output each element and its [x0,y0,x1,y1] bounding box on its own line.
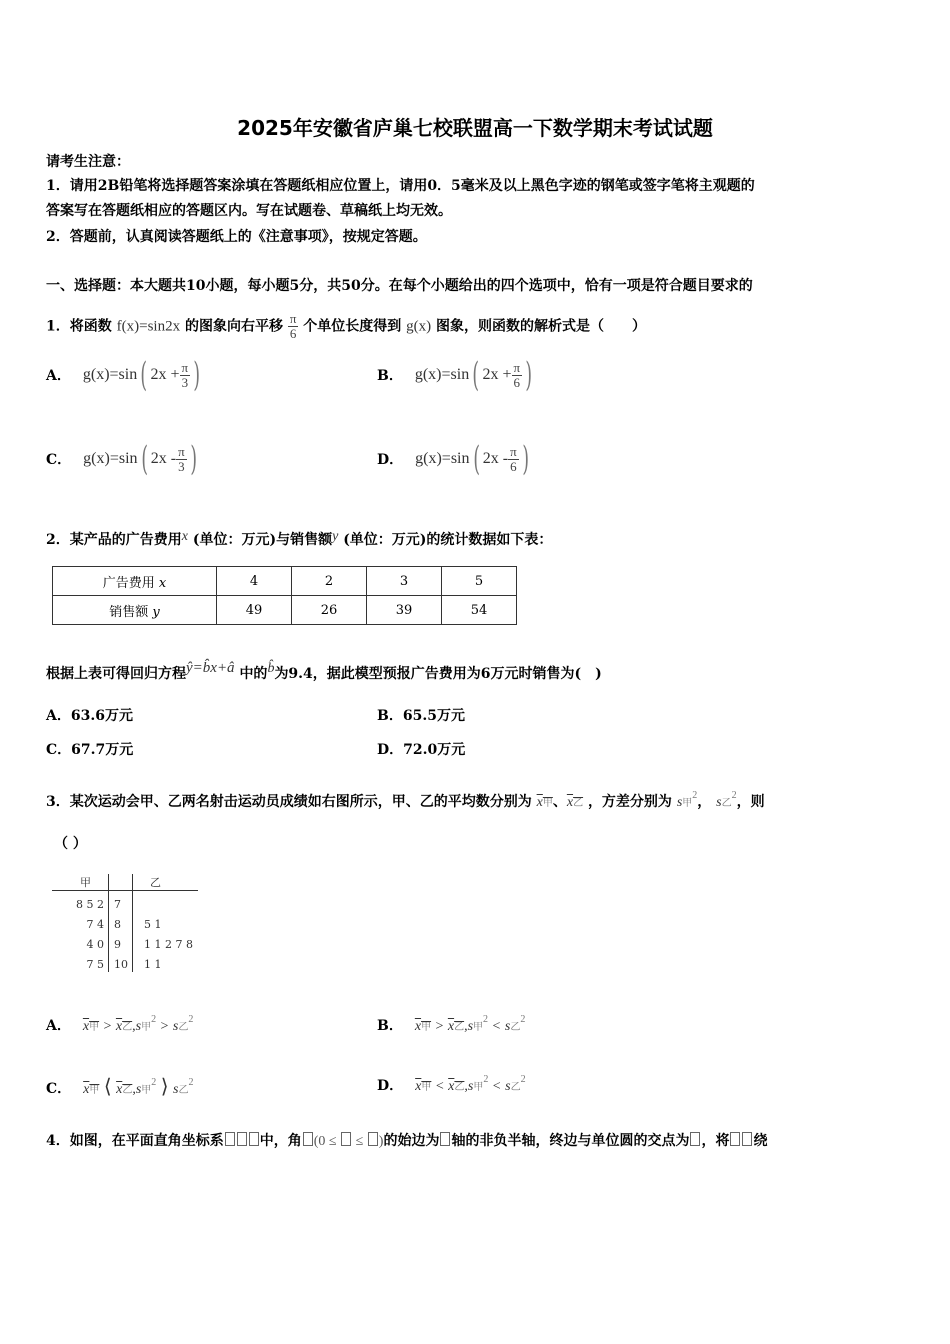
stem-right-leaves: 5 1 [144,918,162,931]
stem-left-leaves: 4 0 [86,938,104,951]
q3-option-c[interactable]: C． x甲 ⟨ x乙,s甲$^2$ ⟩ s乙$^2$ [46,1076,194,1098]
table-cell: 49 [217,596,292,625]
table-cell: 4 [217,567,292,596]
q1-option-a[interactable]: A． g(x)=sin( 2x + $\frac{\pi}{3}$ ) [46,355,201,395]
stem-left-leaves: 8 5 2 [76,898,104,911]
q1-mid: 的图象向右平移 [184,318,283,335]
stem-value: 8 [114,918,121,931]
option-label: A． [46,368,71,384]
table-cell: 26 [292,596,367,625]
q3-option-d[interactable]: D． x甲 < x乙,s甲$^2$ < s乙$^2$ [377,1074,526,1094]
q2-option-d[interactable]: D．72.0万元 [377,742,466,758]
mean-yi: x乙 [566,795,584,810]
data-table [52,566,517,625]
q3-option-a[interactable]: A． x甲 > x乙,s甲$^2$ > s乙$^2$ [46,1014,194,1034]
stem-header-left: 甲 [80,876,91,889]
table-cell: 销售额 y [53,596,217,625]
stem-value: 9 [114,938,121,951]
question-1 [46,312,646,341]
stem-left-leaves: 7 4 [86,918,104,931]
notice-heading: 请考生注意： [46,154,130,170]
stem-vline-1 [108,874,109,972]
stem-value: 7 [114,898,121,911]
stem-hline [52,890,198,891]
table-cell: 3 [367,567,442,596]
table-cell: 54 [442,596,517,625]
question-4: 4．如图，在平面直角坐标系 中，角 (0 ≤ ≤ )的始边为 轴的非负半轴，终边与单位圆的交点为 ，将 绕 [46,1133,768,1149]
mean-jia: x甲 [536,795,553,810]
q1-func: f(x)=sin2x [116,318,181,335]
table-row [53,567,517,596]
q1-suffix: 个单位长度得到 [303,318,402,335]
question-2: 2．某产品的广告费用x (单位：万元)与销售额y (单位：万元)的统计数据如下表： [46,529,553,548]
question-3: 3．某次运动会甲、乙两名射击运动员成绩如右图所示，甲、乙的平均数分别为 x甲、x乙 ，方差分别为 s甲$^2$， s乙$^2$，则 [46,790,765,810]
table-row [53,596,517,625]
stem-value: 10 [114,958,128,971]
notice-line-1b: 答案写在答题纸相应的答题区内。写在试题卷、草稿纸上均无效。 [46,203,452,219]
table-cell: 广告费用 x [53,567,217,596]
q1-end: 图象，则函数的解析式是（ ） [436,318,647,335]
var-yi: s乙$^2$ [716,790,737,810]
option-label: D． [377,452,404,468]
stem-vline-2 [132,874,133,972]
stem-right-leaves: 1 1 [144,958,162,971]
q1-g: g(x) [406,318,432,335]
q2-option-a[interactable]: A．63.6万元 [46,708,133,724]
stem-right-leaves: 1 1 2 7 8 [144,938,193,951]
q1-text: 1．将函数 [46,318,112,335]
notice-line-2: 2．答题前，认真阅读答题纸上的《注意事项》，按规定答题。 [46,229,427,245]
q1-option-b[interactable]: B． g(x)=sin( 2x + $\frac{\pi}{6}$ ) [377,355,533,395]
notice-line-1: 1．请用2B铅笔将选择题答案涂填在答题纸相应位置上，请用0．5毫米及以上黑色字迹的钢笔或签字笔将主观题的 [46,178,755,194]
section-heading: 一、选择题：本大题共10小题，每小题5分，共50分。在每个小题给出的四个选项中，恰有一项是符合题目要求的 [46,278,753,294]
option-label: B． [377,368,403,384]
table-cell: 5 [442,567,517,596]
q3-option-b[interactable]: B． x甲 > x乙,s甲$^2$ < s乙$^2$ [377,1014,526,1034]
stem-header-right: 乙 [150,876,161,889]
page-title: 2025年安徽省庐巢七校联盟高一下数学期末考试试题 [237,116,713,140]
q1-option-d[interactable]: D． g(x)=sin( 2x - $\frac{\pi}{6}$ ) [377,439,529,479]
q2-option-c[interactable]: C．67.7万元 [46,742,134,758]
q1-fraction: $\frac{\pi}{6}$ [289,311,297,341]
stem-left-leaves: 7 5 [86,958,104,971]
stem-leaf-plot [52,874,202,974]
option-label: C． [46,452,72,468]
table-cell: 2 [292,567,367,596]
var-jia: s甲$^2$ [676,790,698,810]
q2-option-b[interactable]: B．65.5万元 [377,708,465,724]
table-cell: 39 [367,596,442,625]
q1-option-c[interactable]: C． g(x)=sin( 2x - $\frac{\pi}{3}$ ) [46,439,197,479]
q3-paren: （ ） [54,836,87,852]
question-2-part-2: 根据上表可得回归方程ŷ=b̂x+â 中的b̂为9.4，据此模型预报广告费用为6万元时销售为( ) [46,660,602,682]
